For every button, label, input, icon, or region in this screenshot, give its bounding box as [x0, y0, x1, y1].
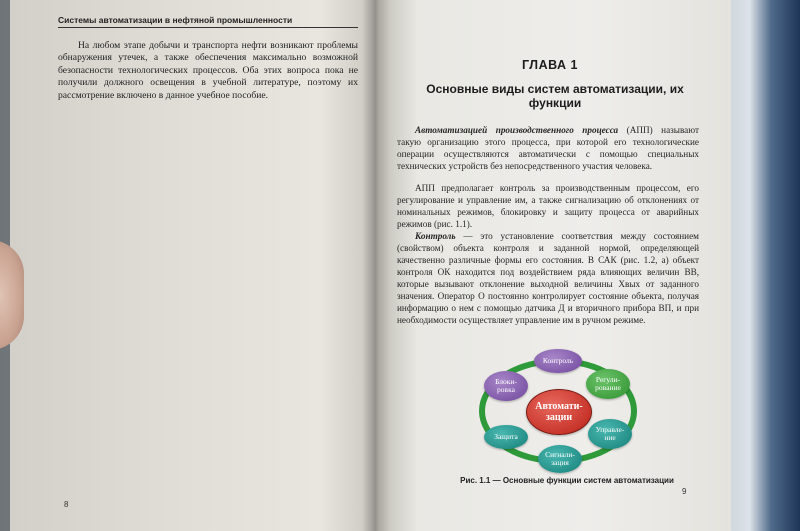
paragraph-2: АПП предполагает контроль за производственным процессом, его регулирование и управление им, а также сигнализацию об отклонениях от номинальных режимов, блокировку и защиту процесса от аварийных режимов (рис. 1.1). [397, 183, 699, 229]
node-control: Контроль [534, 349, 582, 373]
paragraph-3-text: — это установление соответствия между состоянием (свойством) объекта контроля и заданной нормой, определяющей качественно различные формы его состояния. В САК (рис. 1.2, а) объект контроля ОК находится под воздействием ряда влияющих величин ВВ, которые вызывают отклонение выходной величины Xвых от заданного значения. Оператор О постоянно контролирует состояние объекта, получая информацию о нем с помощью датчика Д и вторичного прибора ВП, и при необходимости осуществляет управление им в ручном режиме. [397, 231, 699, 325]
node-signaling: Сигнали- зация [538, 445, 582, 473]
paragraph-1-text: (АПП) называют такую организацию этого процесса, при которой его технологические операции осуществляются автоматически с помощью специальных технических устройств без непосредственного участия человека. [397, 125, 699, 171]
paragraph-3 [397, 230, 699, 326]
node-regulation: Регули- рование [586, 369, 630, 399]
book-cover-edge [728, 0, 800, 531]
page-number-left: 8 [64, 500, 69, 509]
running-head: Системы автоматизации в нефтяной промышленности [58, 15, 358, 28]
figure-caption: Рис. 1.1 — Основные функции систем автоматизации [460, 476, 674, 485]
book-gutter [362, 0, 390, 531]
functions-diagram [470, 345, 645, 475]
node-management: Управле- ние [588, 419, 632, 449]
chapter-title: Основные виды систем автоматизации, их функции [426, 82, 684, 110]
node-protection: Защита [484, 425, 528, 449]
term-control: Контроль [415, 231, 456, 241]
node-blocking: Блоки- ровка [484, 371, 528, 401]
paragraph-1 [397, 124, 699, 172]
chapter-label: ГЛАВА 1 [522, 58, 578, 72]
page-number-right: 9 [682, 487, 687, 496]
term-app: Автоматизацией производственного процесса [415, 125, 619, 135]
node-automation: Автомати- зации [526, 389, 592, 435]
left-page-paragraph: На любом этапе добычи и транспорта нефти возникают проблемы обнаружения утечек, а также обеспечения максимально возможной безопасности технологических процессов. Оба этих вопроса пока не получили должного освещения в учебной литературе, поэтому их рассмотрение включено в данное учебное пособие. [58, 40, 358, 101]
